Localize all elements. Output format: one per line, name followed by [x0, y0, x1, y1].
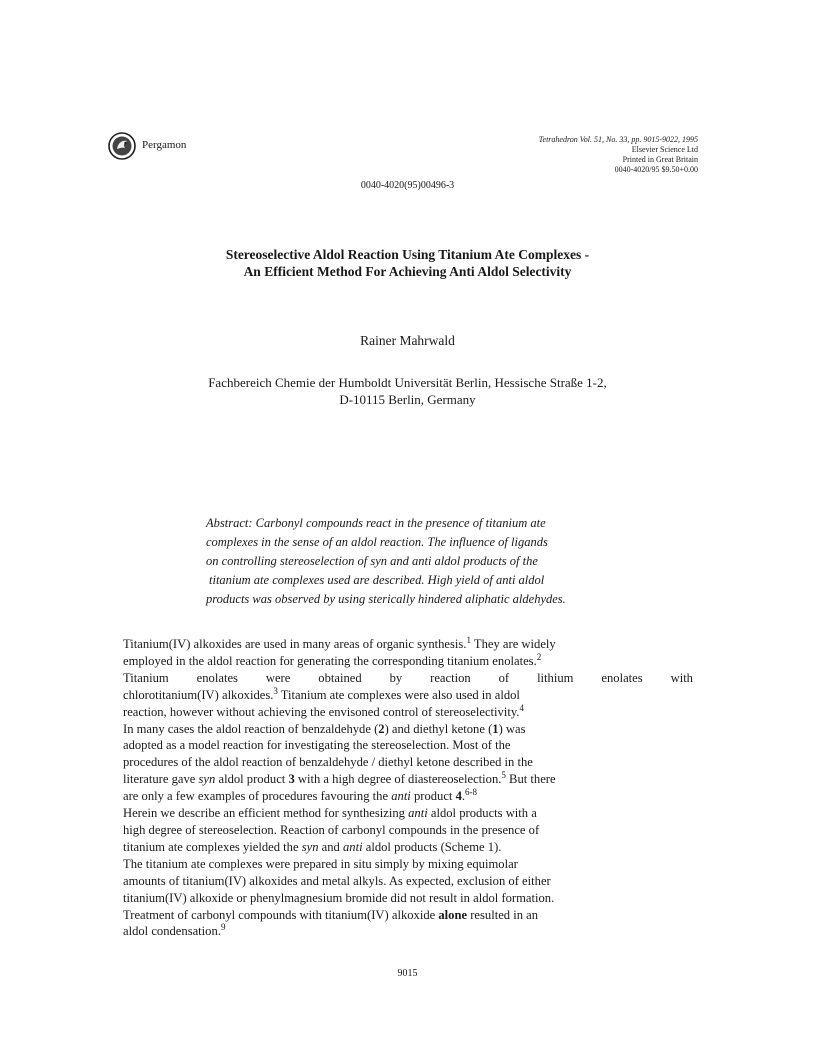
text-run: ) and diethyl ketone ( [384, 721, 493, 736]
body-line [123, 923, 693, 940]
reference-marker: 3 [273, 685, 278, 696]
abstract-line: titanium ate complexes used are described. High yield of anti aldol [209, 573, 545, 587]
journal-info [539, 135, 698, 175]
body-line [123, 636, 693, 653]
italic-term: anti [408, 806, 428, 821]
italic-term: anti [343, 839, 363, 854]
body-line: amounts of titanium(IV) alkoxides and metal alkyls. As expected, exclusion of either [123, 873, 551, 888]
text-run: and [318, 839, 343, 854]
body-line: procedures of the aldol reaction of benzaldehyde / diethyl ketone described in the [123, 755, 533, 770]
body-line [123, 805, 693, 822]
journal-citation [539, 135, 698, 145]
reference-marker: 1 [466, 635, 471, 645]
word: Titanium [123, 670, 169, 685]
body-line [123, 839, 693, 856]
compound-number: 2 [378, 721, 385, 736]
text-run: literature gave [123, 772, 199, 787]
journal-citation-text: Tetrahedron Vol. 51, No. 33, pp. 9015-9022, 1995 [538, 135, 698, 144]
title-line: An Efficient Method For Achieving Anti Aldol Selectivity [243, 264, 572, 279]
text-run: Titanium(IV) alkoxides are used in many areas of organic synthesis. [123, 637, 467, 651]
text-run: Titanium ate complexes were also used in aldol [277, 687, 520, 702]
text-run: ) was [498, 721, 526, 736]
text-run: But there [505, 772, 556, 787]
body-line [123, 704, 693, 721]
text-run: resulted in an [467, 907, 539, 922]
reference-marker: 4 [519, 702, 524, 713]
word: by [389, 670, 403, 685]
text-run: product [410, 789, 456, 804]
body-line [123, 771, 693, 788]
italic-term: syn [301, 839, 319, 854]
italic-term: syn [198, 772, 216, 787]
author-name: Rainer Mahrwald [360, 333, 455, 348]
word: lithium [537, 670, 574, 685]
affiliation-line: Fachbereich Chemie der Humboldt Universität Berlin, Hessische Straße 1-2, [208, 375, 607, 390]
compound-number: 1 [492, 721, 499, 736]
abstract-line: Abstract: Carbonyl compounds react in the presence of titanium ate [206, 516, 546, 530]
text-run: aldol products with a [427, 806, 537, 821]
body-line [123, 687, 693, 704]
text-run: aldol product [215, 772, 289, 787]
paper-title [0, 246, 815, 280]
affiliation [0, 374, 815, 408]
affiliation-line: D-10115 Berlin, Germany [339, 392, 476, 407]
body-line: adopted as a model reaction for investigating the stereoselection. Most of the [123, 738, 511, 753]
page-number: 9015 [397, 968, 418, 979]
word: of [498, 670, 510, 685]
reference-marker: 9 [220, 922, 226, 933]
text-run: Herein we describe an efficient method for synthesizing [123, 806, 409, 821]
abstract-line: on controlling stereoselection of syn and anti aldol products of the [206, 554, 538, 568]
abstract-line: products was observed by using sterically hindered aliphatic aldehydes. [206, 592, 566, 606]
word: with [670, 670, 693, 685]
text-run: They are widely [470, 637, 556, 651]
publisher-name: Pergamon [142, 139, 187, 151]
text-run: Treatment of carbonyl compounds with titanium(IV) alkoxide [123, 907, 439, 922]
text-run: employed in the aldol reaction for generating the corresponding titanium enolates. [123, 653, 537, 668]
body-line [123, 653, 693, 670]
reference-marker: 5 [501, 770, 506, 781]
text-run: aldol products (Scheme 1). [362, 839, 502, 854]
reference-marker: 6-8 [465, 787, 478, 798]
body-line: titanium(IV) alkoxide or phenylmagnesium bromide did not result in aldol formation. [123, 890, 555, 905]
body-line [123, 670, 693, 687]
title-line: Stereoselective Aldol Reaction Using Titanium Ate Complexes - [225, 247, 590, 262]
compound-number: 4 [455, 789, 462, 804]
text-run: are only a few examples of procedures favouring the [123, 789, 392, 804]
body-line [123, 721, 693, 738]
text-run: . [461, 789, 466, 804]
publisher-line: Elsevier Science Ltd [631, 145, 698, 154]
doi-identifier: 0040-4020(95)00496-3 [360, 180, 455, 191]
reference-marker: 2 [536, 651, 542, 662]
abstract-line: complexes in the sense of an aldol reaction. The influence of ligands [206, 535, 548, 549]
emphasis-word: alone [438, 907, 468, 922]
pergamon-logo-icon [108, 132, 136, 160]
body-line: The titanium ate complexes were prepared in situ simply by mixing equimolar [123, 856, 518, 871]
word: were [265, 670, 291, 685]
word: enolates [601, 670, 643, 685]
compound-number: 3 [288, 772, 295, 787]
body-line: high degree of stereoselection. Reaction of carbonyl compounds in the presence of [123, 822, 540, 837]
text-run: reaction, however without achieving the envisoned control of stereoselectivity. [123, 704, 520, 719]
text-run: aldol condensation. [123, 924, 221, 939]
word: enolates [196, 670, 238, 685]
body-line [123, 907, 693, 924]
italic-term: anti [391, 789, 411, 804]
text-run: titanium ate complexes yielded the [123, 839, 302, 854]
text-run: with a high degree of diastereoselection. [294, 772, 502, 787]
body-text [123, 636, 693, 940]
abstract [206, 514, 676, 609]
issn-price-line: 0040-4020/95 $9.50+0.00 [614, 165, 698, 174]
word: reaction [430, 670, 471, 685]
body-line [123, 788, 693, 805]
word: obtained [318, 670, 362, 685]
text-run: chlorotitanium(IV) alkoxides. [123, 687, 274, 702]
text-run: In many cases the aldol reaction of benzaldehyde ( [123, 721, 379, 736]
printed-line: Printed in Great Britain [622, 155, 698, 164]
